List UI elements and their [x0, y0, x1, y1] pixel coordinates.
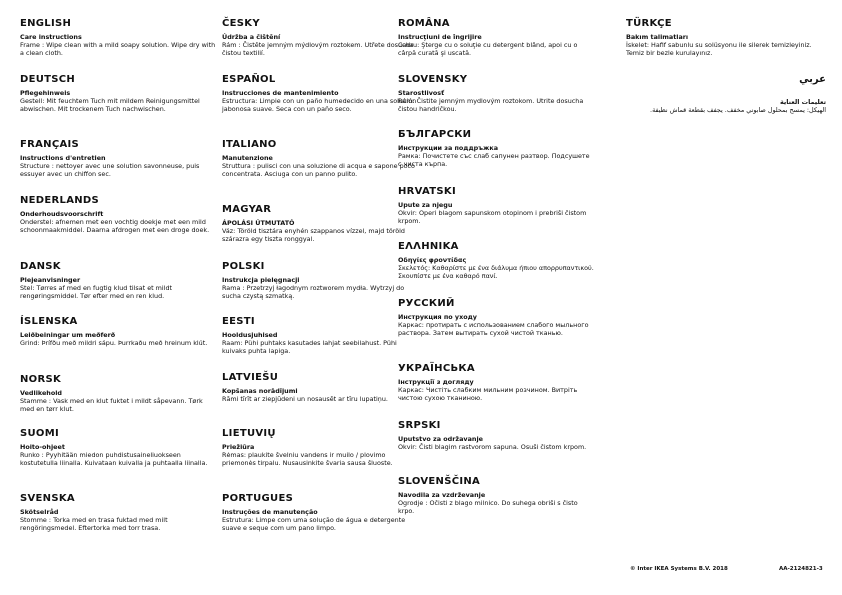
language-section	[398, 298, 594, 338]
language-heading: SVENSKA	[20, 493, 75, 504]
section-subtitle: Instrukcja pielęgnacji	[222, 276, 300, 284]
language-section	[20, 374, 216, 414]
section-subtitle: ÁPOLÁSI ÚTMUTATÓ	[222, 219, 295, 227]
section-subtitle: Instructions d'entretien	[20, 154, 106, 162]
language-heading: DEUTSCH	[20, 74, 76, 85]
care-text: Rám: Čistite jemným mydlovým roztokom. Utrite dosucha čistou handričkou.	[398, 97, 584, 114]
care-text: Rama : Przetrzyj łagodnym roztworem mydła. Wytrzyj do sucha czystą szmatką.	[222, 284, 405, 301]
care-text: Каркас: Чистіть слабким мильним розчином. Витріть чистою сухою тканиною.	[398, 386, 578, 403]
section-subtitle: Bakım talimatları	[626, 33, 689, 41]
section-subtitle: Plejeanvisninger	[20, 276, 81, 284]
language-heading: SUOMI	[20, 428, 59, 439]
language-section	[398, 476, 594, 516]
section-subtitle: Uputstvo za održavanje	[398, 435, 483, 443]
care-text: Gestell: Mit feuchtem Tuch mit mildem Reinigungsmittel abwischen. Mit trockenem Tuch nachwischen.	[20, 97, 200, 114]
language-heading: ROMÂNA	[398, 18, 450, 29]
language-heading: SLOVENŠČINA	[398, 476, 481, 487]
language-heading: MAGYAR	[222, 204, 272, 215]
care-text: Рамка: Почистете със слаб сапунен разтвор. Подсушете с чиста кърпа.	[398, 152, 590, 169]
language-section	[398, 74, 594, 114]
language-section	[222, 74, 418, 114]
section-subtitle: Kopšanas norādījumi	[222, 387, 298, 395]
section-subtitle: Инструкции за поддръжка	[398, 144, 499, 152]
language-heading: HRVATSKI	[398, 186, 456, 197]
care-text: Каркас: протирать с использованием слабого мыльного раствора. Затем вытирать сухой чистой тканью.	[398, 321, 589, 338]
language-section	[20, 493, 216, 533]
care-text: İskelet: Hafif sabunlu su solüsyonu ile silerek temizleyiniz. Temiz bir bezle kurulayınız.	[626, 41, 812, 58]
language-heading: LIETUVIŲ	[222, 428, 276, 439]
language-heading: SLOVENSKY	[398, 74, 468, 85]
section-subtitle: Hooldusjuhised	[222, 331, 278, 339]
care-text: الهيكل: يمسح بمحلول صابوني مخفف. يجفف بقطعة قماش نظيفة.	[650, 106, 826, 114]
language-heading: DANSK	[20, 261, 61, 272]
care-text: Okvir: Čisti blagim rastvorom sapuna. Osuši čistom krpom.	[398, 443, 587, 451]
language-section	[222, 261, 418, 301]
language-section	[398, 186, 594, 226]
language-heading: NORSK	[20, 374, 62, 385]
language-heading: TÜRKÇE	[626, 18, 672, 29]
language-section	[20, 261, 216, 301]
section-subtitle: Manutenzione	[222, 154, 273, 162]
language-heading: LATVIEŠU	[222, 372, 279, 383]
language-section	[398, 363, 594, 403]
language-heading: عربي	[799, 74, 826, 85]
language-section	[398, 129, 594, 169]
language-section	[222, 18, 418, 58]
language-section	[20, 139, 216, 179]
language-heading: NEDERLANDS	[20, 195, 100, 206]
section-subtitle: Οδηγίες φροντίδας	[398, 256, 467, 264]
language-heading: ENGLISH	[20, 18, 72, 29]
care-text: Onderstel: afnemen met een vochtig doekje met een mild schoonmaakmiddel. Daarna afdrogen met een droge doek.	[20, 218, 210, 235]
care-text: Ogrodje : Očisti z blago milnico. Do suhega obriši s čisto krpo.	[398, 499, 578, 516]
language-section	[222, 493, 418, 533]
copyright: © Inter IKEA Systems B.V. 2018	[630, 566, 728, 572]
language-section	[20, 428, 216, 468]
language-section	[398, 420, 594, 451]
language-section	[398, 241, 594, 281]
section-subtitle: Hoito-ohjeet	[20, 443, 65, 451]
language-heading: SRPSKI	[398, 420, 441, 431]
section-subtitle: Skötselråd	[20, 508, 59, 516]
language-section	[398, 18, 594, 58]
section-subtitle: Leiðbeiningar um meðferð	[20, 331, 116, 339]
care-text: Stamme : Vask med en klut fuktet i mildt såpevann. Tørk med en tørr klut.	[20, 397, 203, 414]
language-section	[20, 74, 216, 114]
care-text: Runko : Pyyhitään miedon puhdistusaineliuokseen kostutetulla liinalla. Kuivataan kuivalla ja puhtaalla liinalla.	[20, 451, 208, 468]
care-text: Stel: Tørres af med en fugtig klud tilsat et mildt rengøringsmiddel. Tør efter med en ren klud.	[20, 284, 173, 301]
language-section	[626, 18, 822, 58]
language-section	[20, 316, 216, 347]
language-section	[222, 316, 418, 356]
section-subtitle: Instrucţiuni de îngrijire	[398, 33, 482, 41]
language-section	[222, 139, 418, 179]
language-section	[626, 74, 826, 114]
section-subtitle: Інструкції з догляду	[398, 378, 474, 386]
section-subtitle: Instrucciones de mantenimiento	[222, 89, 339, 97]
section-subtitle: Údržba a čištění	[222, 33, 281, 41]
section-subtitle: Navodila za vzdrževanje	[398, 491, 486, 499]
language-heading: ESPAÑOL	[222, 74, 276, 85]
document-code: AA-2124821-3	[779, 566, 823, 572]
care-text: Struttura : pulisci con una soluzione di acqua e sapone poco concentrata. Asciuga con un panno pulito.	[222, 162, 415, 179]
care-text: Frame : Wipe clean with a mild soapy solution. Wipe dry with a clean cloth.	[20, 41, 216, 58]
language-heading: POLSKI	[222, 261, 265, 272]
language-heading: РУССКИЙ	[398, 298, 455, 309]
section-subtitle: تعليمات العناية	[779, 98, 826, 106]
care-text: Structure : nettoyer avec une solution savonneuse, puis essuyer avec un chiffon sec.	[20, 162, 200, 179]
care-text: Estrutura: Limpe com uma solução de água e detergente suave e seque com um pano limpo.	[222, 516, 406, 533]
care-text: Rėmas: plaukite švelniu vandens ir muilo / plovimo priemonės tirpalu. Nusausinkite švaria sausa šluoste.	[222, 451, 393, 468]
section-subtitle: Onderhoudsvoorschrift	[20, 210, 104, 218]
language-heading: ÍSLENSKA	[20, 316, 78, 327]
language-section	[222, 204, 418, 244]
care-text: Rāmi tīrīt ar ziepjūdeni un nosausēt ar tīru lupatiņu.	[222, 395, 388, 403]
language-heading: PORTUGUES	[222, 493, 294, 504]
language-heading: FRANÇAIS	[20, 139, 80, 150]
section-subtitle: Starostlivosť	[398, 89, 445, 97]
section-subtitle: Priežiūra	[222, 443, 255, 451]
language-heading: ΕΛΛΗΝΙΚΑ	[398, 241, 459, 252]
language-heading: БЪЛГАРСКИ	[398, 129, 472, 140]
care-text: Σκελετός: Καθαρίστε με ένα διάλυμα ήπιου απορρυπαντικού. Σκουπίστε με ένα καθαρό πανί.	[398, 264, 594, 281]
care-text: Estructura: Limpie con un paño humedecido en una solución jabonosa suave. Seca con un paño seco.	[222, 97, 417, 114]
section-subtitle: Инструкция по уходу	[398, 313, 477, 321]
care-text: Raam: Pühi puhtaks kasutades lahjat seebilahust. Pühi kuivaks puhta lapiga.	[222, 339, 397, 356]
care-text: Váz: Töröld tisztára enyhén szappanos vízzel, majd töröld szárazra egy tiszta ronggyal.	[222, 227, 405, 244]
section-subtitle: Care instructions	[20, 33, 82, 41]
language-heading: EESTI	[222, 316, 255, 327]
care-text: Grind: Þrífðu með mildri sápu. Þurrkaðu með hreinum klút.	[20, 339, 208, 347]
section-subtitle: Vedlikehold	[20, 389, 63, 397]
language-section	[20, 195, 216, 235]
section-subtitle: Upute za njegu	[398, 201, 453, 209]
language-section	[20, 18, 216, 58]
language-heading: ITALIANO	[222, 139, 277, 150]
language-section	[222, 428, 418, 468]
care-text: Rám : Čistěte jemným mýdlovým roztokem. Utřete dosucha čistou textilií.	[222, 41, 414, 58]
section-subtitle: Pflegehinweis	[20, 89, 71, 97]
section-subtitle: Instruções de manutenção	[222, 508, 318, 516]
language-heading: УКРАЇНСЬКА	[398, 363, 475, 374]
language-heading: ČESKY	[222, 18, 260, 29]
care-text: Stomme : Torka med en trasa fuktad med milt rengöringsmedel. Eftertorka med torr trasa.	[20, 516, 168, 533]
care-text: Okvir: Operi blagom sapunskom otopinom i prebriši čistom krpom.	[398, 209, 587, 226]
language-section	[222, 372, 418, 403]
care-text: Cadru: Şterge cu o soluţie cu detergent blând, apoi cu o cârpă curată şi uscată.	[398, 41, 578, 58]
